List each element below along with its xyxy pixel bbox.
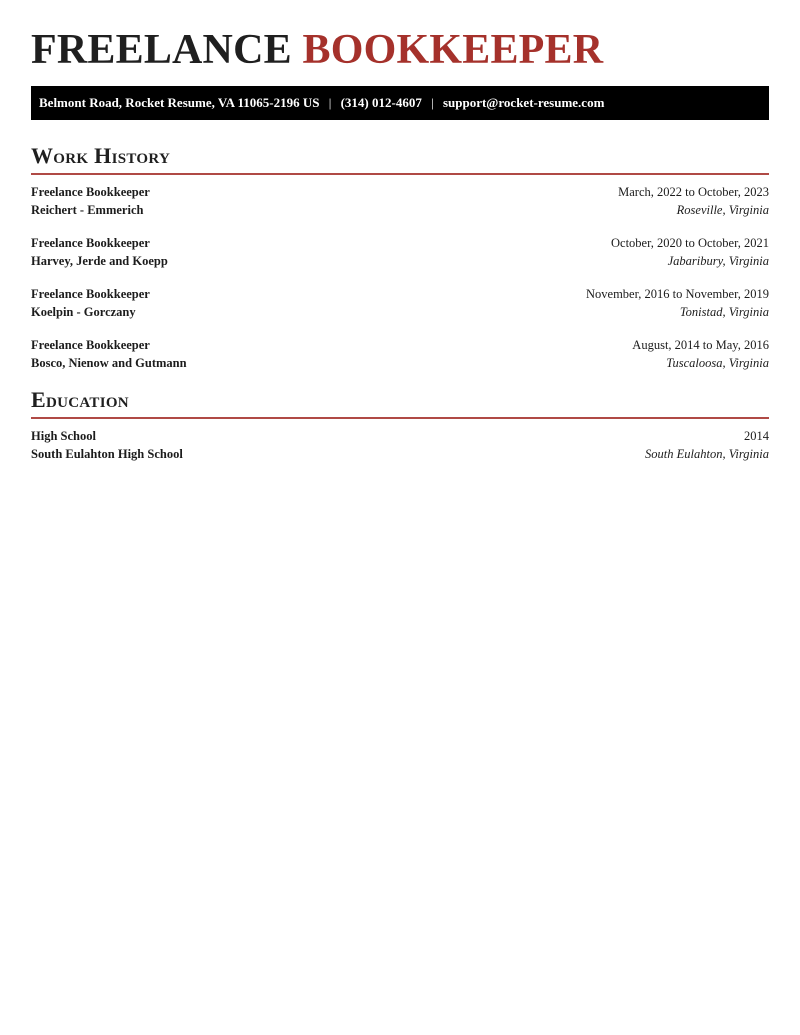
contact-email: support@rocket-resume.com xyxy=(442,95,605,110)
graduation-year: 2014 xyxy=(744,429,769,443)
company-name: Harvey, Jerde and Koepp xyxy=(31,254,168,268)
job-title: Freelance Bookkeeper xyxy=(31,287,150,301)
school-location: South Eulahton, Virginia xyxy=(645,447,769,461)
contact-phone: (314) 012-4607 xyxy=(340,95,422,110)
section-title-education: Education xyxy=(31,387,129,412)
section-title-work-history: Work History xyxy=(31,143,171,168)
job-location: Tonistad, Virginia xyxy=(679,305,769,319)
job-title: Freelance Bookkeeper xyxy=(31,236,150,250)
education-section xyxy=(31,387,769,463)
name-first: FREELANCE xyxy=(31,27,292,73)
company-name: Reichert - Emmerich xyxy=(31,203,144,217)
work-entry xyxy=(31,336,769,372)
job-title: Freelance Bookkeeper xyxy=(31,185,150,199)
education-list xyxy=(31,427,769,463)
section-divider xyxy=(31,173,769,175)
resume-name xyxy=(31,0,769,72)
job-location: Roseville, Virginia xyxy=(676,203,769,217)
job-title: Freelance Bookkeeper xyxy=(31,338,150,352)
contact-separator: | xyxy=(328,95,332,110)
job-dates: August, 2014 to May, 2016 xyxy=(632,338,769,352)
education-entry xyxy=(31,427,769,463)
contact-bar xyxy=(31,86,769,120)
work-history-list xyxy=(31,183,769,372)
job-dates: October, 2020 to October, 2021 xyxy=(611,236,769,250)
job-dates: March, 2022 to October, 2023 xyxy=(618,185,769,199)
work-entry xyxy=(31,183,769,219)
section-divider xyxy=(31,417,769,419)
school-name: South Eulahton High School xyxy=(31,447,183,461)
job-location: Jabaribury, Virginia xyxy=(667,254,769,268)
work-entry xyxy=(31,285,769,321)
company-name: Bosco, Nienow and Gutmann xyxy=(31,356,187,370)
contact-separator: | xyxy=(431,95,434,110)
name-last: BOOKKEEPER xyxy=(302,27,604,73)
degree: High School xyxy=(31,429,96,443)
work-history-section xyxy=(31,143,769,372)
job-dates: November, 2016 to November, 2019 xyxy=(586,287,769,301)
work-entry xyxy=(31,234,769,270)
job-location: Tuscaloosa, Virginia xyxy=(666,356,769,370)
contact-address: Belmont Road, Rocket Resume, VA 11065-2196 US xyxy=(39,95,320,110)
resume-page xyxy=(31,0,769,478)
company-name: Koelpin - Gorczany xyxy=(31,305,136,319)
